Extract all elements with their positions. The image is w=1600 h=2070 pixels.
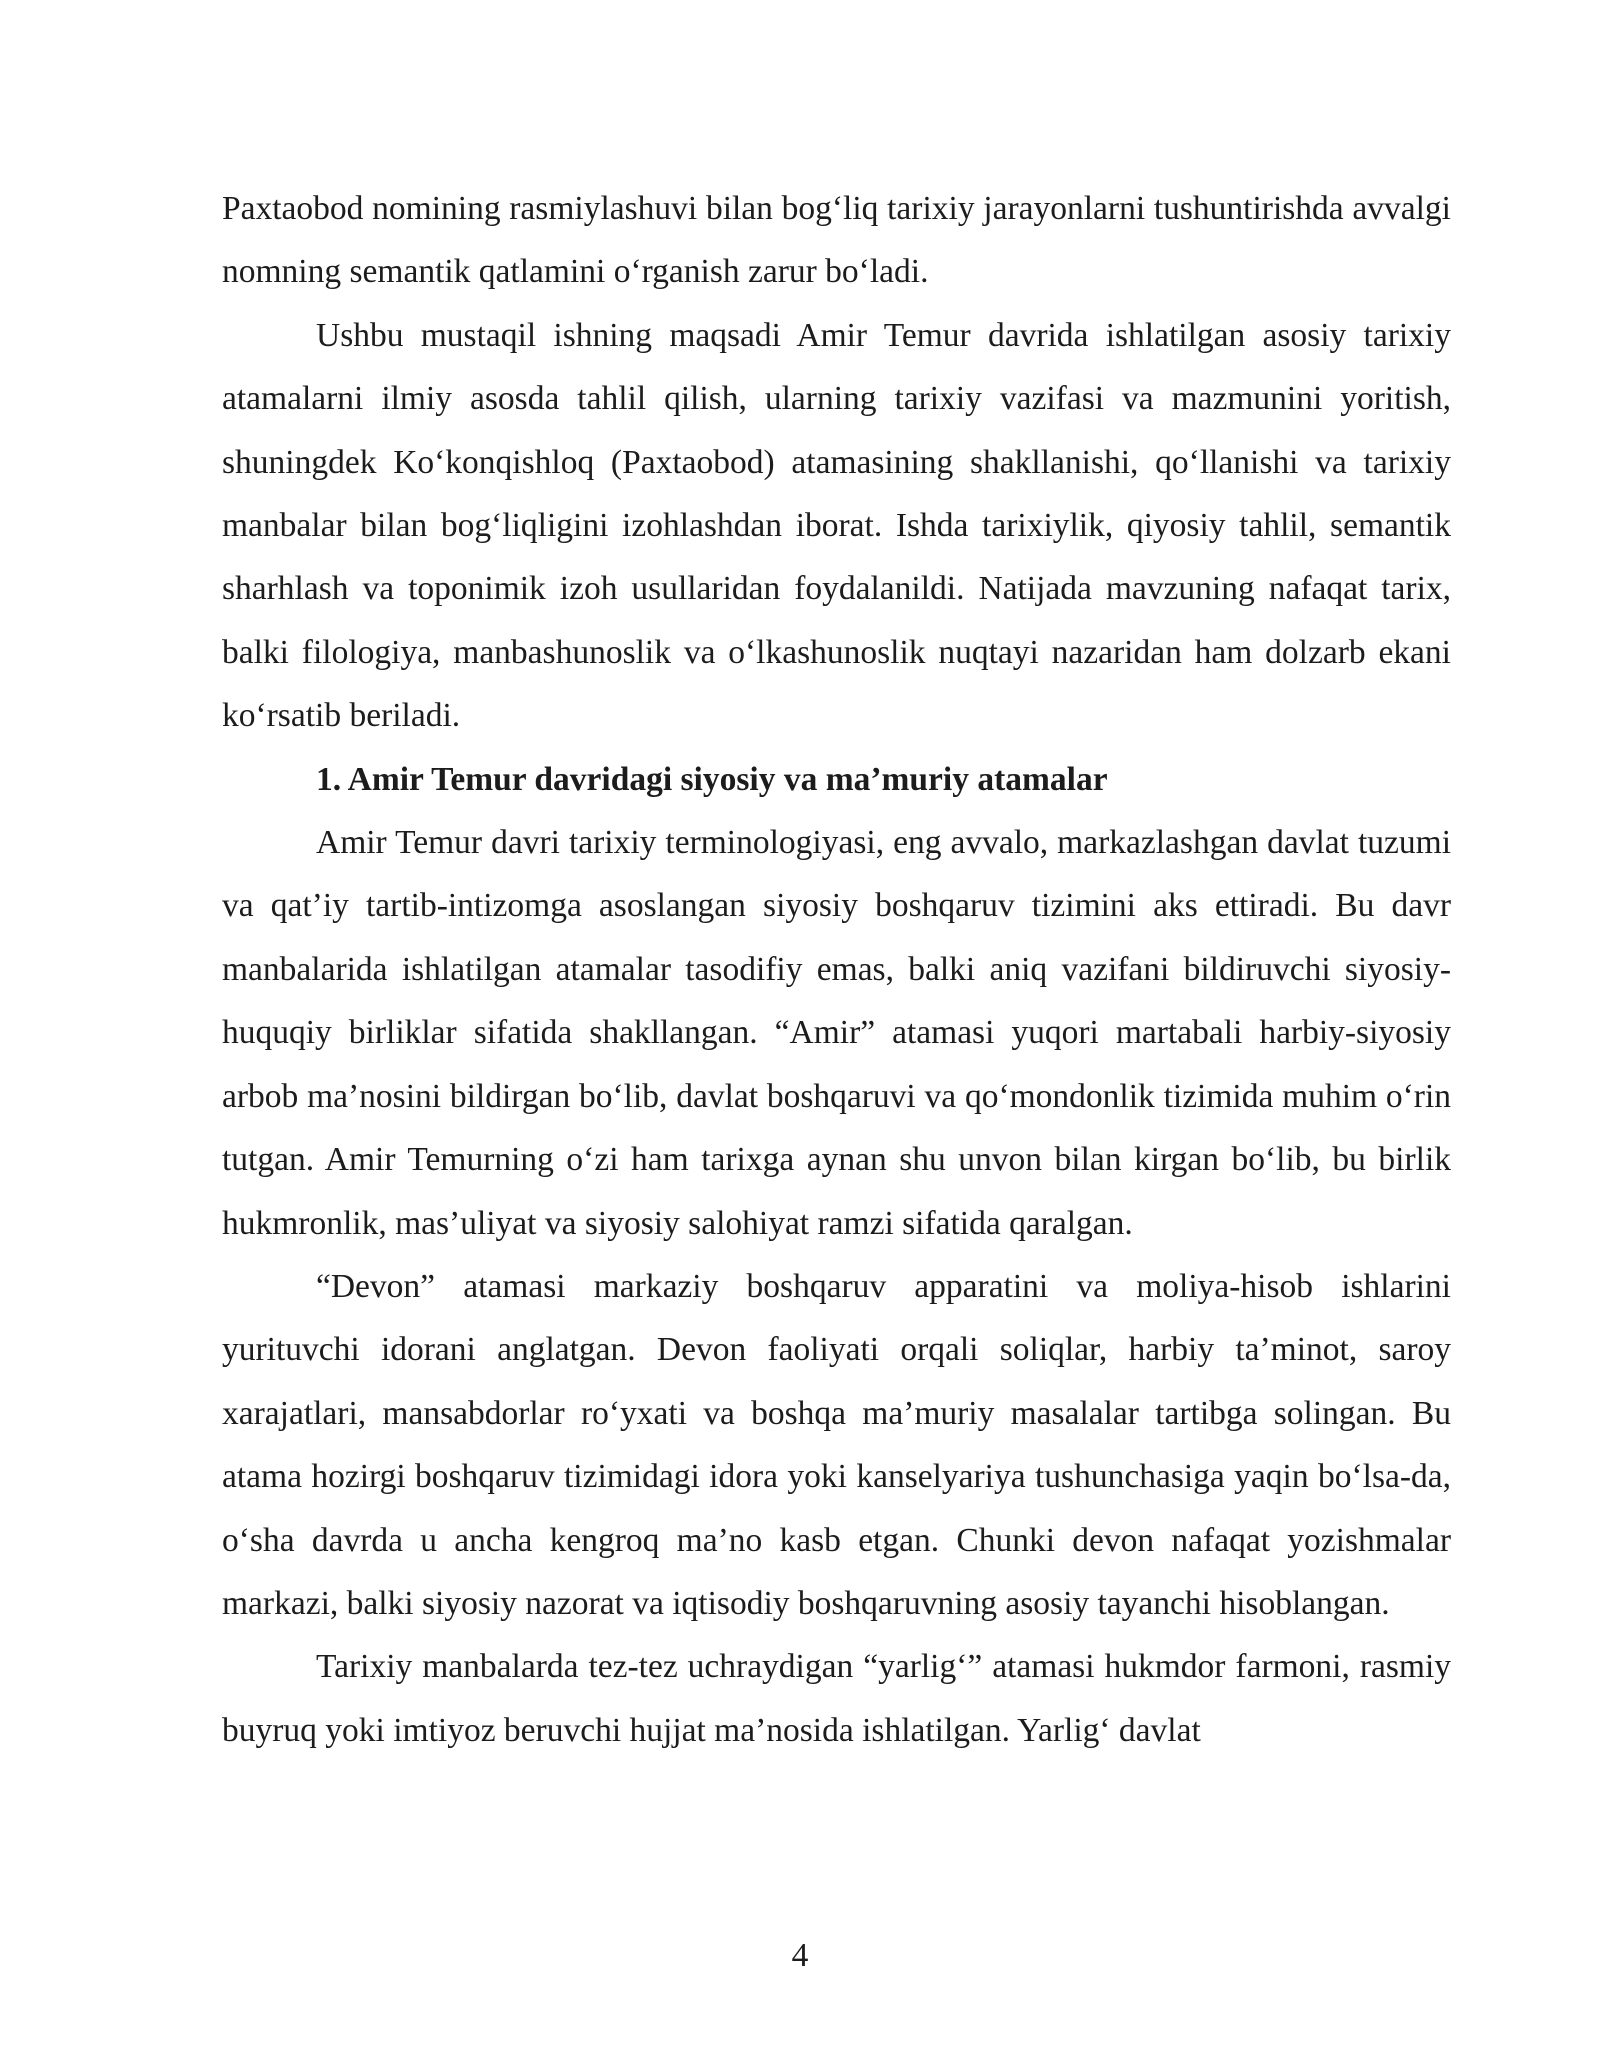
paragraph-purpose: Ushbu mustaqil ishning maqsadi Amir Temur davrida ishlatilgan asosiy tarixiy atamalarni ilmiy asosda tahlil qilish, ularning tarixiy vazifasi va mazmunini yoritish, shuningdek Ko‘konqishloq (Paxtaobod) atamasining shakllanishi, qo‘llanishi va tarixiy manbalar bilan bog‘liqligini izohlashdan iborat. Ishda tarixiylik, qiyosiy tahlil, semantik sharhlash va toponimik izoh usullaridan foydalanildi. Natijada mavzuning nafaqat tarix, balki filologiya, manbashunoslik va o‘lkashunoslik nuqtayi nazaridan ham dolzarb ekani ko‘rsatib beriladi. (222, 316, 1451, 735)
paragraph-yarlig: Tarixiy manbalarda tez-tez uchraydigan “yarlig‘” atamasi hukmdor farmoni, rasmiy buyruq yoki imtiyoz beruvchi hujjat ma’nosida ishlatilgan. Yarlig‘ davlat (222, 1648, 1451, 1749)
body-text (222, 177, 1451, 1762)
section-heading: 1. Amir Temur davridagi siyosiy va ma’muriy atamalar (316, 760, 1108, 798)
paragraph-devon: “Devon” atamasi markaziy boshqaruv apparatini va moliya-hisob ishlarini yurituvchi idorani anglatgan. Devon faoliyati orqali soliqlar, harbiy ta’minot, saroy xarajatlari, mansabdorlar ro‘yxati va boshqa ma’muriy masalalar tartibga solingan. Bu atama hozirgi boshqaruv tizimidagi idora yoki kanselyariya tushunchasiga yaqin bo‘lsa-da, o‘sha davrda u ancha kengroq ma’no kasb etgan. Chunki devon nafaqat yozishmalar markazi, balki siyosiy nazorat va iqtisodiy boshqaruvning asosiy tayanchi hisoblangan. (222, 1267, 1451, 1622)
paragraph-continuation: Paxtaobod nomining rasmiylashuvi bilan bog‘liq tarixiy jarayonlarni tushuntirishda avvalgi nomning semantik qatlamini o‘rganish zarur bo‘ladi. (222, 190, 1451, 291)
paragraph-amir: Amir Temur davri tarixiy terminologiyasi, eng avvalo, markazlashgan davlat tuzumi va qat’iy tartib-intizomga asoslangan siyosiy boshqaruv tizimini aks ettiradi. Bu davr manbalarida ishlatilgan atamalar tasodifiy emas, balki aniq vazifani bildiruvchi siyosiy-huquqiy birliklar sifatida shakllangan. “Amir” atamasi yuqori martabali harbiy-siyosiy arbob ma’nosini bildirgan bo‘lib, davlat boshqaruvi va qo‘mondonlik tizimida muhim o‘rin tutgan. Amir Temurning o‘zi ham tarixga aynan shu unvon bilan kirgan bo‘lib, bu birlik hukmronlik, mas’uliyat va siyosiy salohiyat ramzi sifatida qaralgan. (222, 824, 1451, 1242)
page-number: 4 (791, 1937, 809, 1974)
